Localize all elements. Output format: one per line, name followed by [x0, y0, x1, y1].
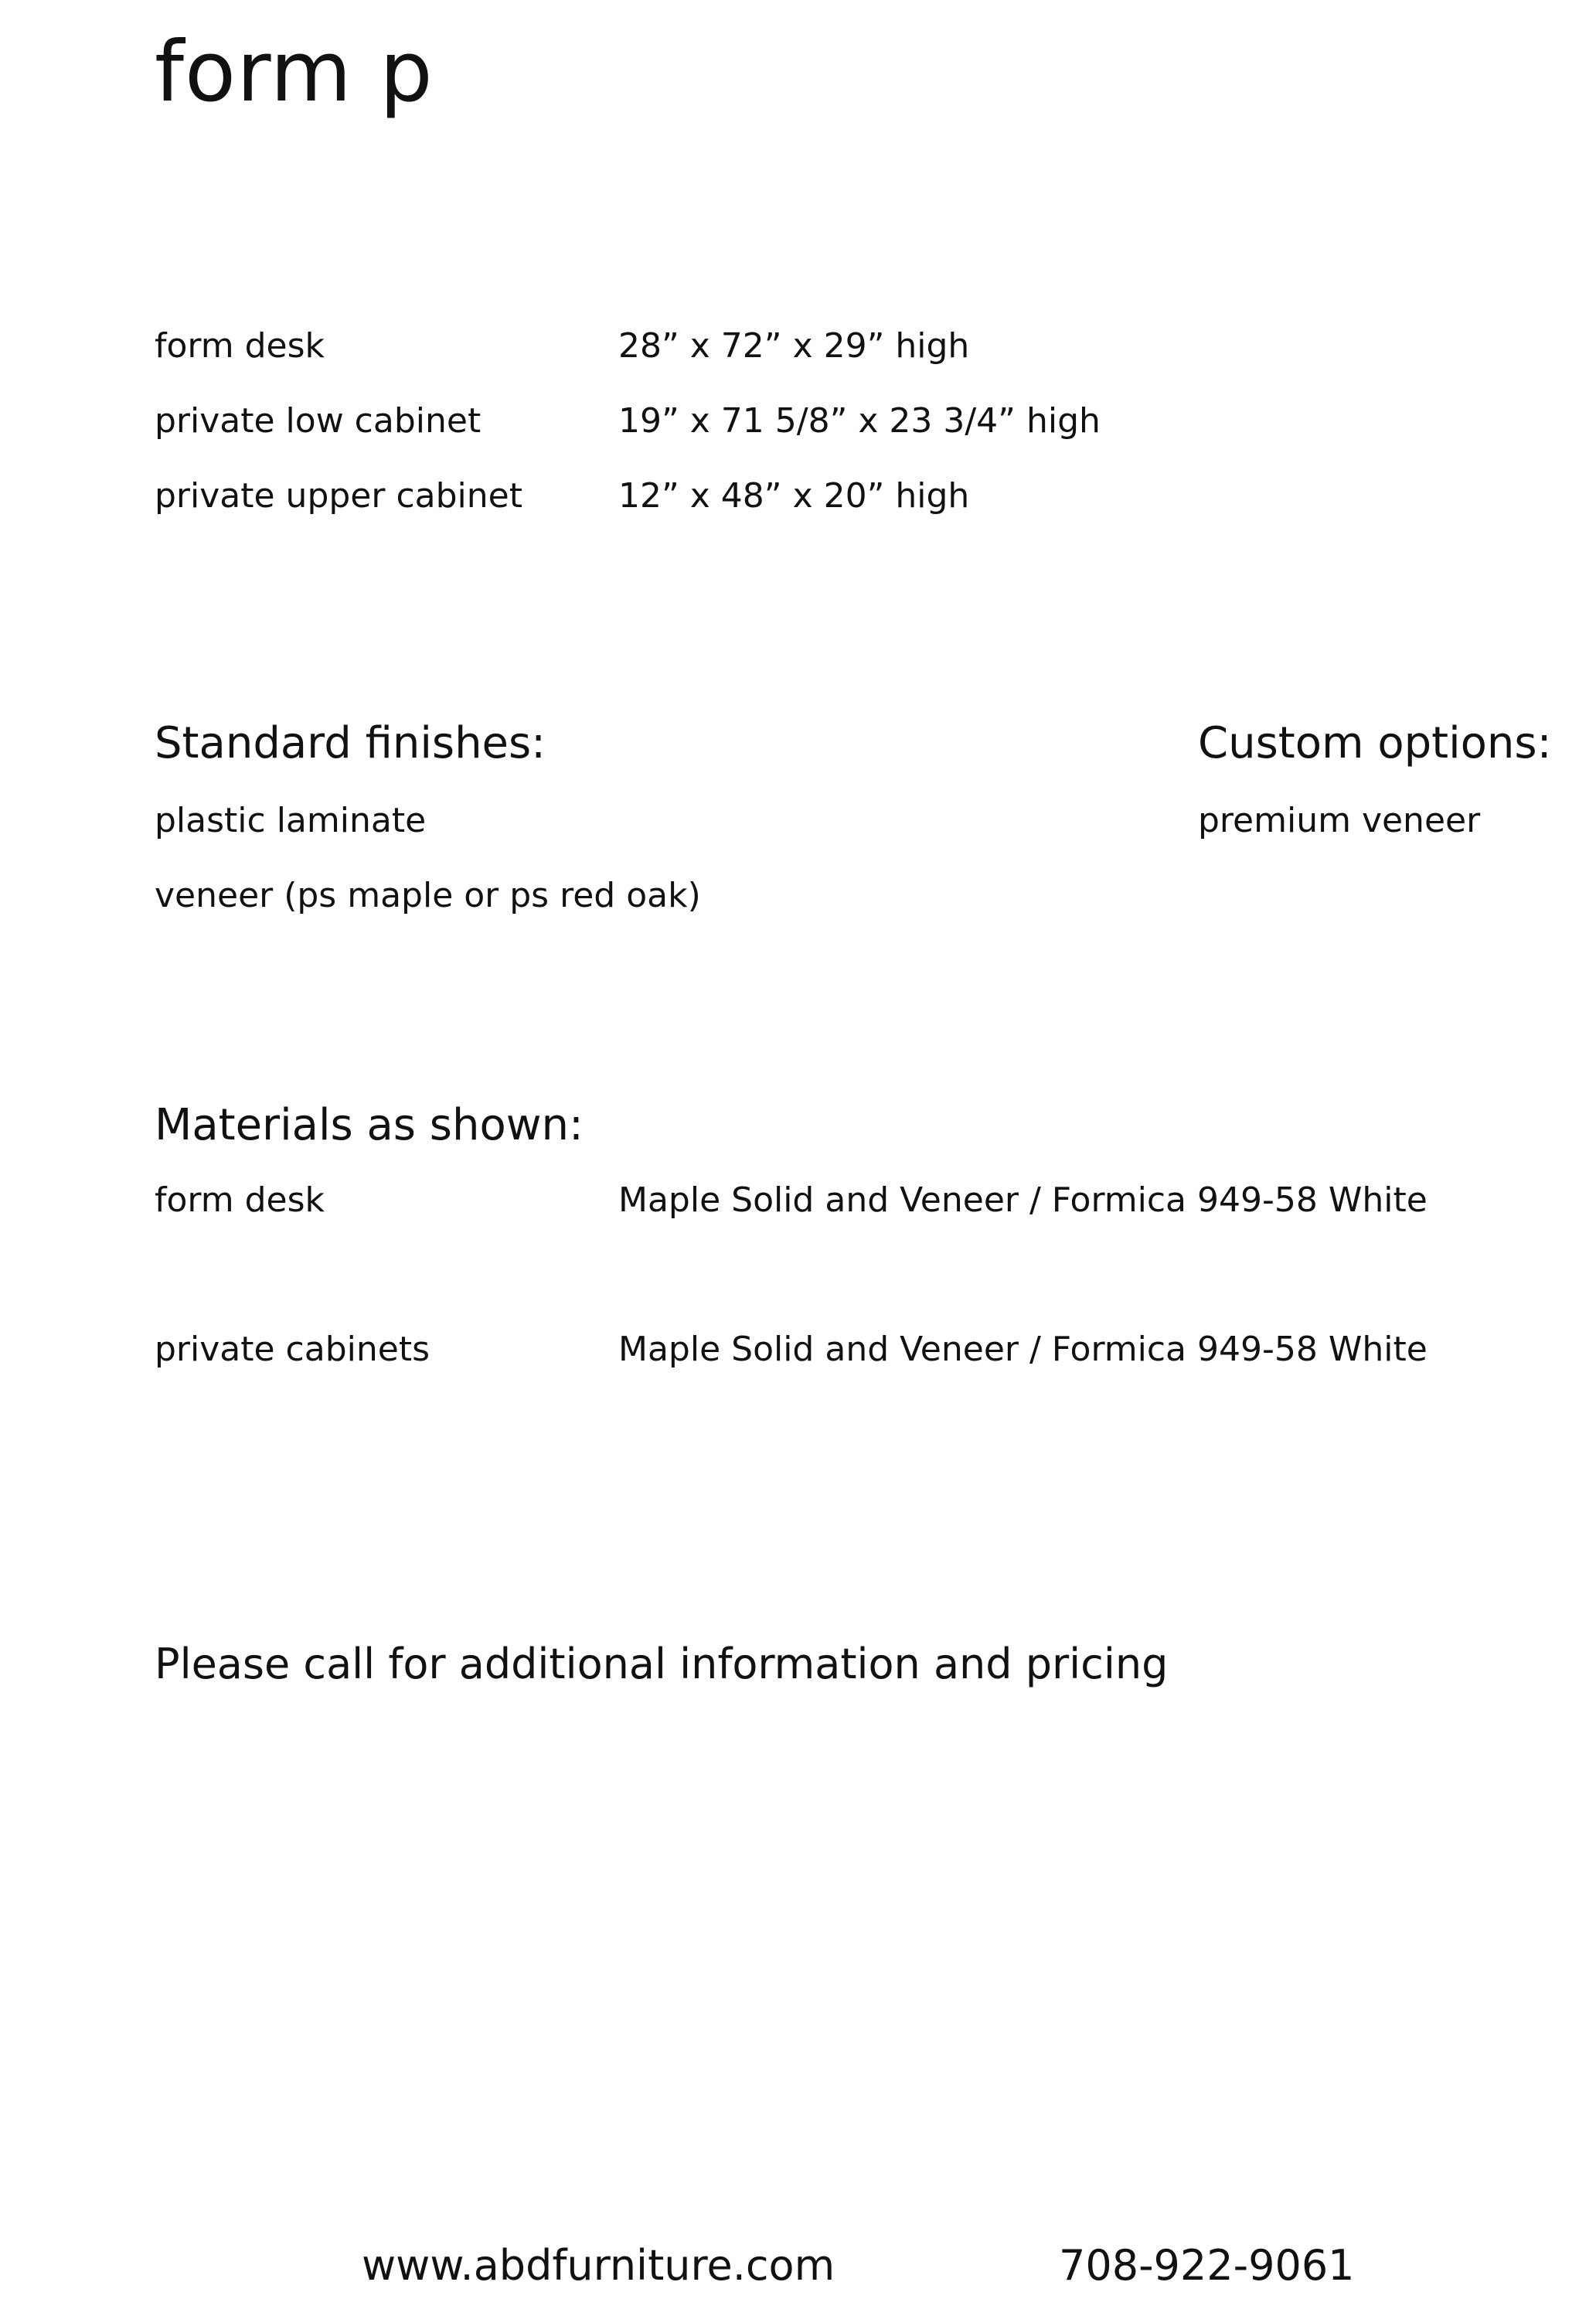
dimension-item-name: private upper cabinet: [155, 476, 522, 516]
material-item-name: private cabinets: [155, 1330, 430, 1369]
materials-heading: Materials as shown:: [155, 1100, 584, 1150]
material-item-name: form desk: [155, 1180, 325, 1220]
standard-finish-item: veneer (ps maple or ps red oak): [155, 876, 701, 915]
dimension-item-name: form desk: [155, 326, 325, 366]
dimension-item-size: 28” x 72” x 29” high: [618, 326, 970, 366]
website-link[interactable]: www.abdfurniture.com: [362, 2241, 835, 2290]
dimension-item-size: 19” x 71 5/8” x 23 3/4” high: [618, 401, 1101, 441]
pricing-note: Please call for additional information and pricing: [155, 1640, 1169, 1688]
page-title: form p: [155, 24, 434, 121]
phone-number: 708-922-9061: [1059, 2241, 1355, 2290]
standard-finishes-heading: Standard finishes:: [155, 718, 546, 768]
standard-finish-item: plastic laminate: [155, 801, 427, 840]
custom-options-heading: Custom options:: [1198, 718, 1552, 768]
material-item-value: Maple Solid and Veneer / Formica 949-58 White: [618, 1330, 1428, 1369]
custom-option-item: premium veneer: [1198, 801, 1481, 840]
dimension-item-name: private low cabinet: [155, 401, 482, 441]
dimension-item-size: 12” x 48” x 20” high: [618, 476, 970, 516]
material-item-value: Maple Solid and Veneer / Formica 949-58 White: [618, 1180, 1428, 1220]
